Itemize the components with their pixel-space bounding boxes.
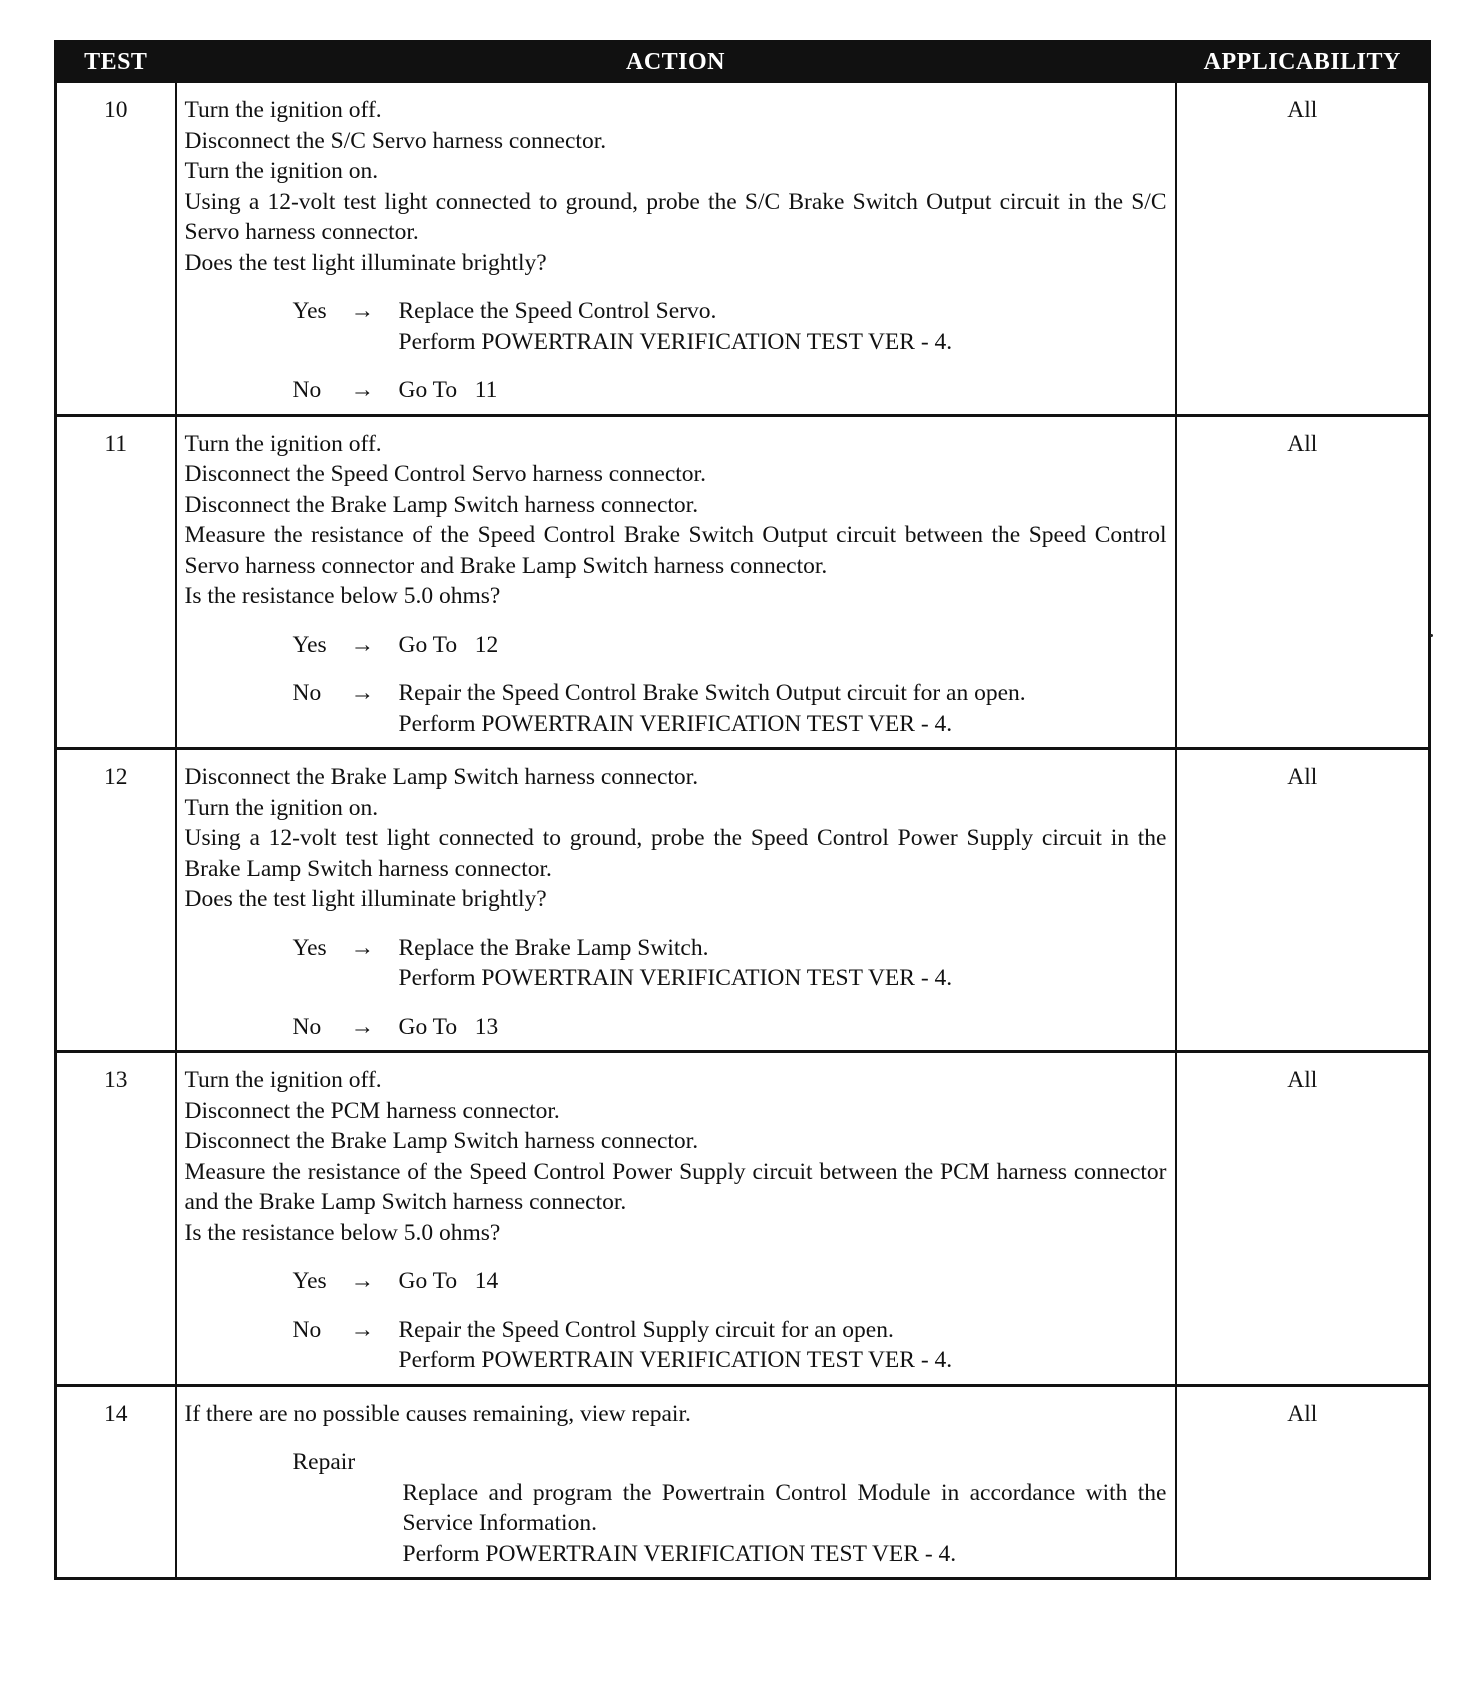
result-text: Go To 13 <box>398 1013 499 1040</box>
result-text: Perform POWERTRAIN VERIFICATION TEST VER - 4. <box>398 1347 953 1373</box>
action-step: If there are no possible causes remaining, view repair. <box>184 1400 691 1427</box>
applicability-cell: All <box>1176 415 1430 749</box>
result-answer: No <box>292 377 322 403</box>
result-answer: No <box>292 680 322 706</box>
result-answer: No <box>292 1316 322 1343</box>
action-step: Disconnect the Brake Lamp Switch harness connector. <box>184 1128 699 1154</box>
arrow-icon: → <box>350 631 374 658</box>
repair-text: Replace and program the Powertrain Control Module in accordance with the Service Information. <box>402 1479 1167 1536</box>
result-yes <box>293 933 1167 994</box>
action-step: Disconnect the S/C Servo harness connector. <box>184 127 607 154</box>
result-no <box>293 1315 1167 1376</box>
action-step: Turn the ignition on. <box>184 794 379 821</box>
result-text: Perform POWERTRAIN VERIFICATION TEST VER - 4. <box>398 965 953 991</box>
header-action: ACTION <box>176 42 1176 83</box>
diagnostic-test-table <box>54 40 1431 1580</box>
result-text: Go To 12 <box>398 631 499 658</box>
result-text: Go To 14 <box>398 1268 499 1294</box>
arrow-icon: → <box>350 680 374 706</box>
action-step: Turn the ignition off. <box>184 97 382 123</box>
action-cell <box>176 82 1176 415</box>
action-step: Turn the ignition on. <box>184 158 379 184</box>
result-yes <box>293 1266 1167 1297</box>
action-step: Is the resistance below 5.0 ohms? <box>184 1219 501 1246</box>
action-step: Does the test light illuminate brightly? <box>184 249 547 276</box>
result-text: Repair the Speed Control Supply circuit for an open. <box>398 1316 894 1343</box>
header-applicability: APPLICABILITY <box>1176 42 1430 83</box>
result-text: Perform POWERTRAIN VERIFICATION TEST VER - 4. <box>398 328 953 355</box>
result-text: Go To 11 <box>398 377 498 403</box>
repair-label: Repair <box>292 1449 356 1475</box>
action-step: Turn the ignition off. <box>184 1067 382 1093</box>
applicability-cell: All <box>1176 1385 1430 1579</box>
result-text: Repair the Speed Control Brake Switch Output circuit for an open. <box>398 680 1026 706</box>
result-answer: Yes <box>292 631 327 658</box>
table-body <box>56 82 1430 1579</box>
arrow-icon: → <box>350 1013 374 1040</box>
action-step: Disconnect the Speed Control Servo harness connector. <box>184 461 706 487</box>
test-number: 13 <box>56 1052 176 1386</box>
arrow-icon: → <box>350 934 374 961</box>
applicability-cell: All <box>1176 749 1430 1052</box>
action-step: Is the resistance below 5.0 ohms? <box>184 583 501 609</box>
result-text: Replace the Speed Control Servo. <box>398 298 717 324</box>
action-step: Measure the resistance of the Speed Control Brake Switch Output circuit between the Speed Control Servo harness connector and Brake Lamp Switch harness connector. <box>184 522 1167 579</box>
result-answer: Yes <box>292 298 327 324</box>
action-step: Using a 12-volt test light connected to ground, probe the S/C Brake Switch Output circuit in the S/C Servo harness connector. <box>184 188 1167 245</box>
test-number: 11 <box>56 415 176 749</box>
result-no <box>293 375 1167 406</box>
table-row <box>56 82 1430 415</box>
result-no <box>293 678 1167 739</box>
result-yes <box>293 630 1167 661</box>
action-cell <box>176 415 1176 749</box>
test-number: 12 <box>56 749 176 1052</box>
result-yes <box>293 296 1167 357</box>
test-number: 14 <box>56 1385 176 1579</box>
action-cell <box>176 749 1176 1052</box>
action-step: Measure the resistance of the Speed Control Power Supply circuit between the PCM harness connector and the Brake Lamp Switch harness connector. <box>184 1158 1167 1215</box>
arrow-icon: → <box>350 377 374 403</box>
result-answer: Yes <box>292 1268 327 1294</box>
action-step: Turn the ignition off. <box>184 430 382 457</box>
repair-text: Perform POWERTRAIN VERIFICATION TEST VER - 4. <box>402 1540 957 1567</box>
header-test: TEST <box>56 42 176 83</box>
table-header-row <box>56 42 1430 83</box>
action-step: Does the test light illuminate brightly? <box>184 886 547 912</box>
applicability-cell: All <box>1176 82 1430 415</box>
table-row <box>56 415 1430 749</box>
result-answer: Yes <box>292 934 327 961</box>
action-cell <box>176 1385 1176 1579</box>
action-step: Disconnect the PCM harness connector. <box>184 1097 560 1124</box>
table-row <box>56 749 1430 1052</box>
action-step: Disconnect the Brake Lamp Switch harness connector. <box>184 764 699 790</box>
arrow-icon: → <box>350 298 374 324</box>
result-text: Replace the Brake Lamp Switch. <box>398 934 709 961</box>
repair-instructions <box>403 1478 1167 1570</box>
applicability-cell: All <box>1176 1052 1430 1386</box>
diagnostic-page <box>54 40 1428 1580</box>
scan-speck <box>1430 634 1433 637</box>
action-step: Using a 12-volt test light connected to ground, probe the Speed Control Power Supply circuit in the Brake Lamp Switch harness connector. <box>184 825 1167 882</box>
result-answer: No <box>292 1013 322 1040</box>
test-number: 10 <box>56 82 176 415</box>
action-cell <box>176 1052 1176 1386</box>
result-no <box>293 1012 1167 1043</box>
result-text: Perform POWERTRAIN VERIFICATION TEST VER - 4. <box>398 710 953 737</box>
arrow-icon: → <box>350 1316 374 1343</box>
action-step: Disconnect the Brake Lamp Switch harness connector. <box>184 491 699 518</box>
table-row <box>56 1385 1430 1579</box>
table-row <box>56 1052 1430 1386</box>
arrow-icon: → <box>350 1268 374 1294</box>
